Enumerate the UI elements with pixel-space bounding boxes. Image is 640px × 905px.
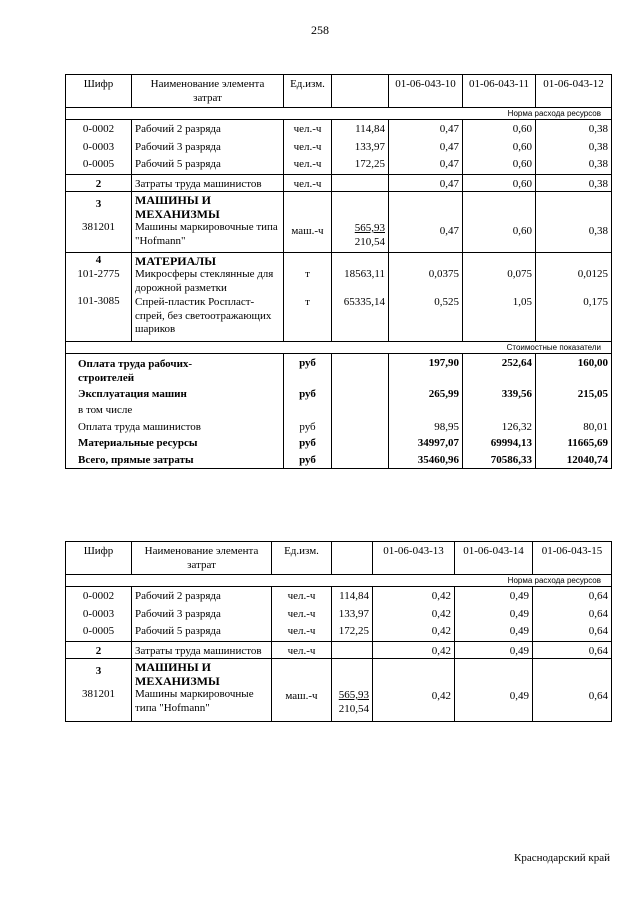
item-name: Машины маркировочные типа "Hofmann" [135, 221, 278, 247]
table-header [66, 75, 612, 108]
cost-label: Оплата труда рабочих-строителей [78, 357, 193, 384]
header-col-3: 01-06-043-15 [533, 542, 612, 575]
band-cost-indicators: Стоимостные показатели [66, 341, 612, 353]
header-name: Наименование элемента затрат [132, 75, 284, 108]
cost-label: Материальные ресурсы [78, 437, 198, 449]
item-code: 101-3085 [77, 295, 120, 307]
header-col-3: 01-06-043-12 [536, 75, 612, 108]
table-row-operators: 2 Затраты труда машинистов чел.-ч 0,42 0,49 0,64 [66, 641, 612, 659]
resource-table-1 [65, 74, 612, 469]
section-title: МАШИНЫ И МЕХАНИЗМЫ [135, 660, 220, 688]
band-resource-norm: Норма расхода ресурсов [66, 575, 612, 587]
machine-price: 565,93 [354, 222, 385, 234]
table-row: 0-0002 Рабочий 2 разряда чел.-ч 114,84 0,47 0,60 0,38 [66, 120, 612, 137]
table-row-operators: 2 Затраты труда машинистов чел.-ч 0,47 0,60 0,38 [66, 174, 612, 192]
section-code: 3 [95, 198, 102, 210]
table-row-materials: 4 101-2775 101-3085 МАТЕРИАЛЫ Микросферы стеклянные для дорожной разметки Спрей-пластик Роспласт-спрей, без светоотражающих шариков т т 18563,11 65335,14 0,0375 0,525 0,075 1,05 0,0125 0,175 [66, 253, 612, 342]
table-row-costs: Оплата труда рабочих-строителей Эксплуатация машин в том числе Оплата труда машинистов Материальные ресурсы Всего, прямые затраты руб руб руб руб руб 197,90 265,99 98,95 34997,07 35460,96 252,64 339,56 126,32 69994,13 70586,33 160,00 215,05 80,01 11665,69 12040,74 [66, 353, 612, 469]
table-row: 0-0003 Рабочий 3 разряда чел.-ч 133,97 0,47 0,60 0,38 [66, 137, 612, 155]
machine-price: 565,93 [338, 689, 369, 701]
header-col-1: 01-06-043-13 [373, 542, 455, 575]
header-unit: Ед.изм. [272, 542, 332, 575]
header-code: Шифр [66, 75, 132, 108]
table-row-machines: 3 381201 МАШИНЫ И МЕХАНИЗМЫ Машины маркировочные типа "Hofmann" маш.-ч 565,93 210,54 0,47 0,60 0,38 [66, 192, 612, 253]
cost-label: Эксплуатация машин [78, 387, 187, 400]
item-name: Спрей-пластик Роспласт-спрей, без светоотражающих шариков [135, 296, 272, 335]
table-row: 0-0002 Рабочий 2 разряда чел.-ч 114,84 0,42 0,49 0,64 [66, 587, 612, 604]
header-col-2: 01-06-043-11 [463, 75, 536, 108]
table-row: 0-0005 Рабочий 5 разряда чел.-ч 172,25 0,47 0,60 0,38 [66, 154, 612, 174]
header-col-1: 01-06-043-10 [389, 75, 463, 108]
table-row-machines: 3 381201 МАШИНЫ И МЕХАНИЗМЫ Машины маркировочные типа "Hofmann" маш.-ч 565,93 210,54 0,42 0,49 0,64 [66, 659, 612, 722]
header-code: Шифр [66, 542, 132, 575]
item-name: Микросферы стеклянные для дорожной разметки [135, 268, 274, 294]
header-name: Наименование элемента затрат [132, 542, 272, 575]
table-row: 0-0003 Рабочий 3 разряда чел.-ч 133,97 0,42 0,49 0,64 [66, 604, 612, 622]
header-col-2: 01-06-043-14 [455, 542, 533, 575]
item-name: Машины маркировочные типа "Hofmann" [135, 688, 254, 714]
section-code: 4 [95, 254, 102, 266]
table-row: 0-0005 Рабочий 5 разряда чел.-ч 172,25 0,42 0,49 0,64 [66, 621, 612, 641]
item-code: 101-2775 [77, 267, 120, 280]
resource-table-2 [65, 541, 612, 722]
cost-label: Оплата труда машинистов [78, 420, 201, 433]
machine-operator-price: 210,54 [354, 235, 385, 248]
header-unit: Ед.изм. [284, 75, 332, 108]
band-resource-norm: Норма расхода ресурсов [66, 108, 612, 120]
cost-label: в том числе [78, 404, 133, 416]
section-code: 3 [95, 665, 102, 677]
header-price [332, 75, 389, 108]
section-title: МАШИНЫ И МЕХАНИЗМЫ [135, 193, 220, 221]
item-code: 381201 [82, 687, 115, 700]
table-header [66, 542, 612, 575]
machine-operator-price: 210,54 [338, 702, 369, 715]
footer-region: Краснодарский край [513, 852, 610, 864]
page-number: 258 [311, 23, 329, 37]
cost-label: Всего, прямые затраты [78, 453, 194, 466]
section-title: МАТЕРИАЛЫ [135, 254, 216, 268]
header-price [332, 542, 373, 575]
item-code: 381201 [82, 220, 115, 233]
